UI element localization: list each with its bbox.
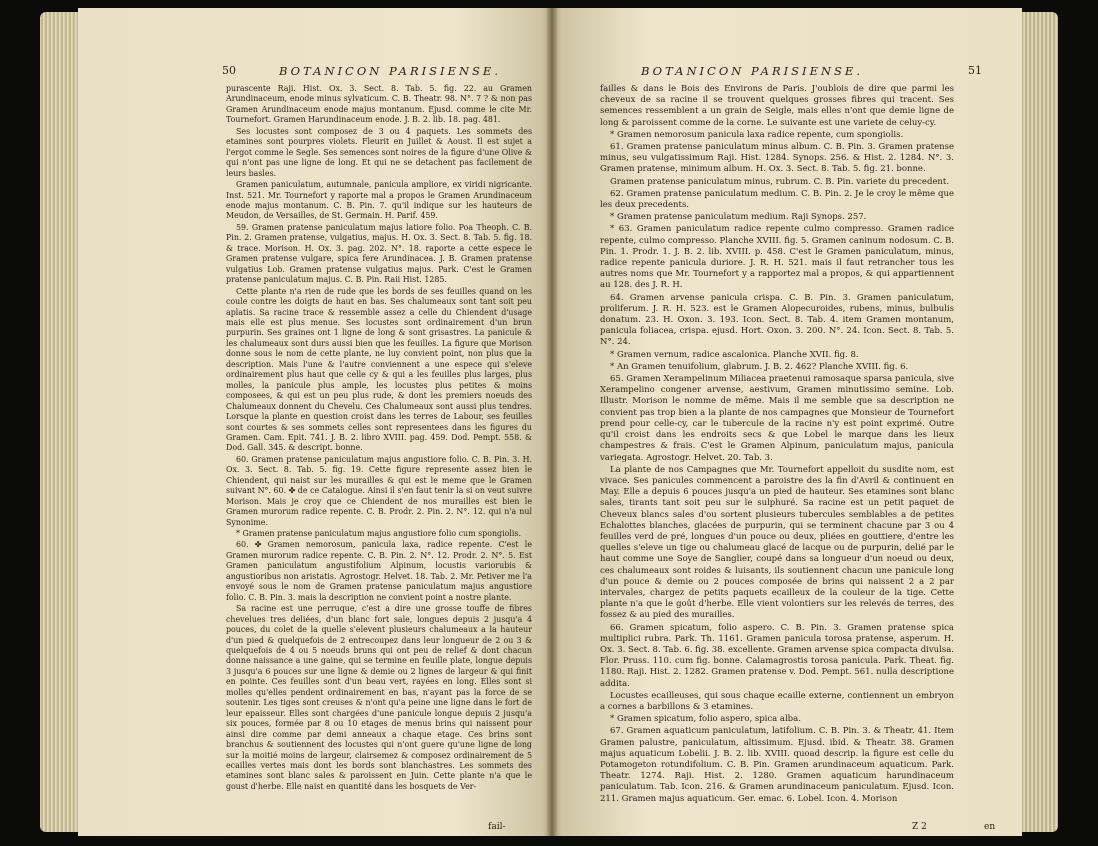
paragraph: * 63. Gramen paniculatum radice repente culmo compresso. Gramen radice repente, culmo compresso. Planche XVIII. fig. 5. Gramen caninum nodosum. C. B. Pin. 1. Prodr. 1. J. B. 2. lib. XVIII. p. 458. C'est le Gramen paniculatum, minus, radice repente panicula duriore. J. R. H. 521. mais il faut retrancher tous les autres noms que Mr. Tournefort y a rapportez mal a propos, & qui appartiennent au 128. des J. R. H.: [600, 224, 954, 291]
body-text: [600, 84, 954, 806]
open-book: [40, 8, 1058, 836]
paragraph: Gramen paniculatum, autumnale, panicula ampliore, ex viridi nigricante. Inst. 521. Mr. Tournefort y raporte mal a propos le Gramen Arundinaceum enode majus montanum. C. B. Pin. 7. qu'il indique sur les hauteurs de Meudon, de Versailles, de St. Germain. H. Parif. 459.: [226, 180, 532, 221]
paragraph: 64. Gramen arvense panicula crispa. C. B. Pin. 3. Gramen paniculatum, proliferum. J. R. H. 523. est le Gramen Alopecuroides, rubens, minus, bulbulis donatum. 23. H. Oxon. 3. 193. Icon. Sect. 8. Tab. 4. item Gramen montanum, panicula foliacea, crispa. ejusd. Hort. Oxon. 3. 200. N°. 24. Icon. Sect. 8. Tab. 5. N°. 24.: [600, 292, 954, 348]
paragraph: * Gramen spicatum, folio aspero, spica alba.: [610, 714, 801, 725]
paragraph: 66. Gramen spicatum, folio aspero. C. B. Pin. 3. Gramen pratense spica multiplici rubra. Park. Th. 1161. Gramen panicula torosa pratense, asperum. H. Ox. 3. Sect. 8. Tab. 6. fig. 38. excellente. Gramen arvense spica compacta divulsa. Flor. Pruss. 110. cum fig. bonne. Calamagrostis torosa panicula. Park. Theat. fig. 1180. Raji. Hist. 2. 1282. Gramen pratense v. Dod. Pempt. 561. nulla descriptione addita.: [600, 622, 954, 689]
paragraph: failles & dans le Bois des Environs de Paris. J'oublois de dire que parmi les cheveux de sa racine il se trouvent quelques grosses fibres qui tracent. Ses semences ressemblent a un grain de Seigle, mais elles n'ont que demie ligne de long & paroissent comme de la corne. Le suivante est une variete de celuy-cy.: [600, 84, 954, 128]
paragraph: 60. ✤ Gramen nemorosum, panicula laxa, radice repente. C'est le Gramen murorum radice repente. C. B. Pin. 2. N°. 12. Prodr. 2. N°. 5. Est Gramen paniculatum angustifolium Alpinum, locustis variorubis & angustioribus non aristatis. Agrostogr. Helvet. 18. Tab. 2. Mr. Petiver me l'a envoyé sous le nom de Gramen pratense paniculatum majus angustiore folio. C. B. Pin. 3. mais la description ne convient point a nostre plante.: [226, 540, 532, 602]
paragraph: Locustes ecailleuses, qui sous chaque ecaille externe, contiennent un embryon a cornes a barbillons & 3 etamines.: [600, 690, 954, 712]
paragraph: 65. Gramen Xerampelinum Miliacea praetenui ramosaque sparsa panicula, sive Xerampelino congener arvense, aestivum, Gramen minutissimo semine. Lob. Illustr. Morison le nomme de même. Mais il me semble que sa description ne convient pas trop bien a la plante de nos campagnes que Monsieur de Tournefort prend pour celle-cy, car le tubercule de la racine n'y est point exprimé. Outre qu'il croist dans les endroits secs & que Lobel le marque dans les lieux champestres & frais. C'est le Gramen Alpinum, paniculatum majus, panicula variegata. Agrostogr. Helvet. 20. Tab. 3.: [600, 374, 954, 463]
signature-mark: Z 2: [912, 822, 927, 832]
catchword-text: fail-: [488, 822, 506, 832]
paragraph: 67. Gramen aquaticum paniculatum, latifolium. C. B. Pin. 3. & Theatr. 41. Item Gramen palustre, paniculatum, altissimum. Ejusd. ibid. & Theatr. 38. Gramen majus aquaticum Lobelii. J. B. 2. lib. XVIII. quoad descrip. la figure est celle du Potamogeton rotundifolium. C. B. Pin. Gramen arundinaceum aquaticum. Park. Theatr. 1274. Raji. Hist. 2. 1280. Gramen aquaticum harundinaceum paniculatum. Tab. Icon. 216. & Gramen arundinaceum paniculatum. Ejusd. Icon. 211. Gramen majus aquaticum. Ger. emac. 6. Lobel. Icon. 4. Morison: [600, 726, 954, 804]
paragraph: 59. Gramen pratense paniculatum majus latiore folio. Poa Theoph. C. B. Pin. 2. Gramen pratense, vulgatius, majus. H. Ox. 3. Sect. 8. Tab. 5. fig. 18. & trace. Morison. H. Ox. 3. pag. 202. N°. 18. raporte a cette espece le Gramen pratense vulgare, spica fere Arundinacea. J. B. Gramen pratense vulgatius Lob. Gramen pratense vulgatius majus. Park. C'est le Gramen pratense paniculatum majus. C. B. Pin. Raii Hist. 1285.: [226, 222, 532, 285]
paragraph: 61. Gramen pratense paniculatum minus album. C. B. Pin. 3. Gramen pratense minus, seu vulgatissimum Raji. Hist. 1284. Synops. 256. & Hist. 2. 1284. N°. 3. Gramen pratense, minimum album. H. Ox. 3. Sect. 8. Tab. 5. fig. 21. bonne.: [600, 142, 954, 175]
paragraph: Cette plante n'a rien de rude que les bords de ses feuilles quand on les coule contre les doigts de haut en bas. Ses chalumeaux sont tant soit peu aplatis. Sa racine trace & ressemble assez a celle du Chiendent d'usage mais elle est plus menue. Ses locustes sont ordinairement d'un brun purpurin. Ses graines ont 1 ligne de long & sont grisastres. La panicule & les chalumeaux sont durs aussi bien que les feuilles. La figure que Morison donne sous le nom de cette plante, ne luy convient point, non plus que la description. Mais l'une & l'autre conviennent a une espece qui s'eleve ordinairement plus haut que celle cy & qui a les feuilles plus larges, plus molles, la panicule plus ample, les locustes plus petites & moins composees, & qui est un peu plus rude, & dont les premiers noeuds des Chalumeaux donnent du Chevelu. Ces Chalumeaux sont aussi plus tendres. Lorsque la plante en question croist dans les terres de Labour, ses feuilles sont courtes & ses sommets celles sont representees dans les figures du Gramen. Cam. Epit. 741. J. B. 2. libro XVIII. pag. 459. Dod. Pempt. 558. & Dod. Gall. 345. & descript. bonne.: [226, 286, 532, 453]
left-page: [78, 8, 552, 836]
paragraph: Ses locustes sont composez de 3 ou 4 paquets. Les sommets des etamines sont pourpres violets. Fleurit en Juillet & Aoust. Il est sujet a l'ergot comme le Segle. Ses semences sont noires de la figure d'une Olive & qui n'ont pas une ligne de long. Et qui ne se detachent pas facilement de leurs basles.: [226, 126, 532, 178]
paragraph: Gramen pratense paniculatum minus, rubrum. C. B. Pin. variete du precedent.: [610, 176, 950, 187]
paragraph: * Gramen pratense paniculatum majus angustiore folio cum spongiolis.: [236, 529, 521, 539]
right-page: [552, 8, 1022, 836]
running-title: BOTANICON PARISIENSE.: [279, 64, 501, 78]
paragraph: * Gramen nemorosum panicula laxa radice repente, cum spongiolis.: [610, 129, 904, 140]
paragraph: 62. Gramen pratense paniculatum medium. C. B. Pin. 2. Je le croy le même que les deux precedents.: [600, 188, 954, 211]
running-title: BOTANICON PARISIENSE.: [641, 64, 863, 78]
paragraph: * Gramen vernum, radice ascalonica. Planche XVII. fig. 8.: [610, 349, 859, 360]
paragraph: * Gramen pratense paniculatum medium. Raji Synops. 257.: [610, 212, 867, 223]
paragraph: 60. Gramen pratense paniculatum majus angustiore folio. C. B. Pin. 3. H. Ox. 3. Sect. 8. Tab. 5. fig. 19. Cette figure represente assez bien le Chiendent, qui naist sur les murailles & qui est le meme que le Gramen suivant N°. 60. ✤ de ce Catalogue. Ainsi il s'en faut tenir la si on veut suivre Morison. Mais je croy que ce Chiendent de nos murailles est bien le Gramen murorum radice repente. C. B. Prodr. 2. Pin. 2. N°. 12. qui n'a nul Synonime.: [226, 454, 532, 527]
gutter-shadow: [546, 8, 558, 836]
body-text: [226, 84, 532, 793]
page-number: 50: [222, 64, 236, 77]
page-number: 51: [968, 64, 982, 77]
catchword-text: en: [984, 822, 996, 832]
paragraph: * An Gramen tenuifolium, glabrum. J. B. 2. 462? Planche XVIII. fig. 6.: [610, 361, 909, 372]
page-edges-left: [40, 12, 80, 832]
paragraph: purascente Raji. Hist. Ox. 3. Sect. 8. Tab. 5. fig. 22. au Gramen Arundinaceum, enode minus sylvaticum. C. B. Theatr. 98. N°. 7 ? & non pas Gramen Arundinaceum enode majus montanum. Ejusd. comme le cite Mr. Tournefort. Gramen Harundinaceum enode. J. B. 2. lib. 18. pag. 481.: [226, 84, 532, 125]
running-head: [78, 64, 552, 80]
paragraph: Sa racine est une perruque, c'est a dire une grosse touffe de fibres chevelues tres deliées, d'un blanc fort sale, longues depuis 2 jusqu'a 4 pouces, du colet de la quelle s'elevent plusieurs chalumeaux a la hauteur d'un pied & quelquefois de 2 entrecoupez dans leur longueur de 2 ou 3 & quelquefois de 4 ou 5 noeuds bruns qui ont peu de relief & dont chacun donne naissance a une gaine, qui se termine en feuille plate, longue depuis 3 jusqu'a 6 pouces sur une ligne & demie ou 2 lignes de largeur & qui finit en pointe. Ces feuilles sont d'un beau vert, rayées en long. Elles sont si molles qu'elles pendent ordinairement en bas, n'ayant pas la force de se soutenir. Les tiges sont creuses & n'ont qu'a peine une ligne dans le fort de leur epaisseur. Elles sont chargées d'une panicule longue depuis 2 jusqu'a six pouces, formée par 8 ou 10 etages de menus brins qui naissent pour ainsi dire comme par demi anneaux a chaque etage. Ces brins sont branchus & soutiennent des locustes qui n'ont guere qu'une ligne de long sur la moitié moins de largeur, clairsemez & composez ordinairement de 5 ecailles vertes mais dont les bords sont blanchastres. Les sommets des etamines sont blanc sales & paroissent en Juin. Cette plante n'a que le goust d'herbe. Elle naist en quantité dans les bosquets de Ver-: [226, 604, 532, 791]
paragraph: La plante de nos Campagnes que Mr. Tournefort appelloit du susdite nom, est vivace. Ses panicules commencent a paroistre des la fin d'Avril & continuent en May. Elle a depuis 6 pouces jusqu'a un pied de hauteur. Ses etamines sont blanc sales, tirants tant soit peu sur le sulphuré. Sa racine est un petit paquet de Cheveux blancs sales d'ou sortent plusieurs tubercules semblables a de petites Echalottes blanches, glacées de purpurin, qui se terminent chacune par 3 ou 4 feuilles verd de pré, longues d'un pouce ou deux, pliées en gouttiere, d'entre les quelles s'eleve un tige ou chalumeau glacé de lacque ou de purpurin, delié par le haut comme une Soye de Sanglier, coupé dans sa longueur d'un noeud ou deux, ces chalumeaux sont roides & luisants, ils soutiennent chacun une panicule long d'un pouce & demie ou 2 pouces composée de brins qui naissent 2 a 2 par intervales, chargez de petits paquets ecailleux de la couleur de la tige. Cette plante n'a que le goût d'herbe. Elle vient volontiers sur les relevés de terres, des fossez & au pied des murailles.: [600, 464, 954, 621]
page-edges-right: [1020, 12, 1058, 832]
running-head: [552, 64, 1022, 80]
